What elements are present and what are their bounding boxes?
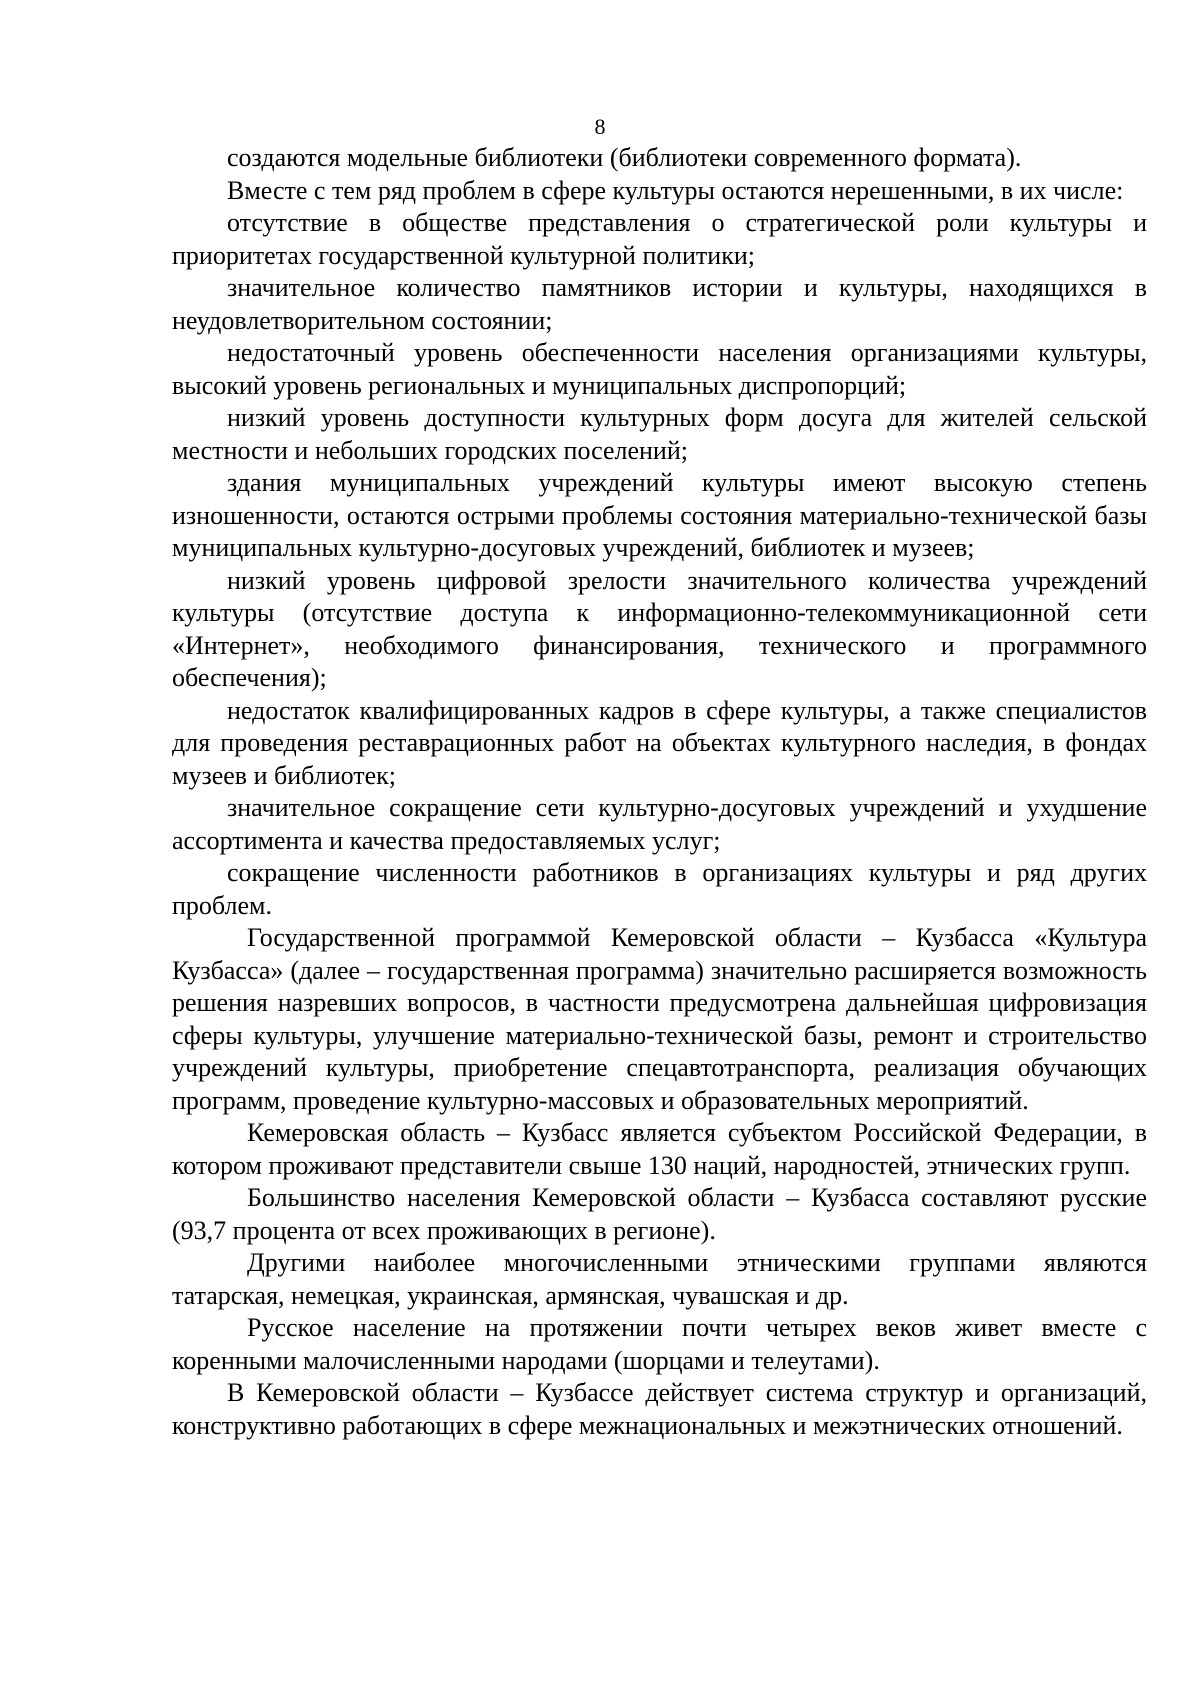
paragraph: В Кемеровской области – Кузбассе действует система структур и организаций, конструктивно работающих в сфере межнациональных и межэтнических отношений.	[172, 1378, 1147, 1440]
paragraph: значительное сокращение сети культурно-досуговых учреждений и ухудшение ассортимента и качества предоставляемых услуг;	[172, 793, 1147, 855]
paragraph: создаются модельные библиотеки (библиотеки современного формата).	[227, 143, 1022, 172]
paragraph: Государственной программой Кемеровской области – Кузбасса «Культура Кузбасса» (далее – государственная программа) значительно расширяется возможность решения назревших вопросов, в частности предусмотрена дальнейшая цифровизация сферы культуры, улучшение материально-технической базы, ремонт и строительство учреждений культуры, приобретение спецавтотранспорта, реализация обучающих программ, проведение культурно-массовых и образовательных мероприятий.	[172, 923, 1147, 1115]
paragraph: отсутствие в обществе представления о стратегической роли культуры и приоритетах государственной культурной политики;	[172, 208, 1147, 270]
paragraph: Большинство населения Кемеровской области – Кузбасса составляют русские (93,7 процента от всех проживающих в регионе).	[172, 1183, 1147, 1245]
paragraph: Кемеровская область – Кузбасс является субъектом Российской Федерации, в котором проживают представители свыше 130 наций, народностей, этнических групп.	[172, 1118, 1147, 1180]
paragraph: Вместе с тем ряд проблем в сфере культуры остаются нерешенными, в их числе:	[227, 175, 1124, 205]
paragraph: значительное количество памятников истории и культуры, находящихся в неудовлетворительном состоянии;	[172, 273, 1147, 335]
paragraph: низкий уровень доступности культурных форм досуга для жителей сельской местности и небольших городских поселений;	[172, 403, 1147, 465]
paragraph: низкий уровень цифровой зрелости значительного количества учреждений культуры (отсутствие доступа к информационно-телекоммуникационной сети «Интернет», необходимого финансирования, технического и программного обеспечения);	[172, 565, 1147, 692]
paragraph: здания муниципальных учреждений культуры имеют высокую степень изношенности, остаются острыми проблемы состояния материально-технической базы муниципальных культурно-досуговых учреждений, библиотек и музеев;	[172, 468, 1147, 562]
paragraph: Русское население на протяжении почти четырех веков живет вместе с коренными малочисленными народами (шорцами и телеутами).	[172, 1313, 1147, 1375]
paragraph: недостаток квалифицированных кадров в сфере культуры, а также специалистов для проведения реставрационных работ на объектах культурного наследия, в фондах музеев и библиотек;	[172, 695, 1147, 790]
paragraph: сокращение численности работников в организациях культуры и ряд других проблем.	[172, 858, 1147, 920]
body-text	[172, 142, 1147, 1442]
paragraph: недостаточный уровень обеспеченности населения организациями культуры, высокий уровень региональных и муниципальных диспропорций;	[172, 338, 1147, 400]
paragraph: Другими наиболее многочисленными этническими группами являются татарская, немецкая, украинская, армянская, чувашская и др.	[172, 1248, 1147, 1310]
page-number: 8	[594, 114, 606, 139]
